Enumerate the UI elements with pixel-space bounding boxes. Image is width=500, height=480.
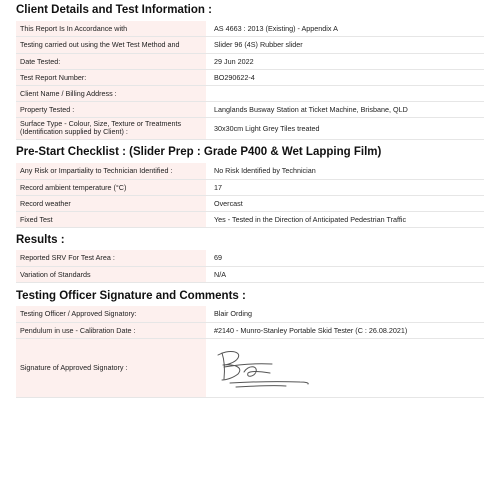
signature-cell	[206, 338, 484, 397]
results-heading: Results :	[16, 234, 65, 246]
row-label: Property Tested :	[16, 101, 206, 117]
row-value: N/A	[206, 266, 484, 282]
table-row	[16, 322, 484, 338]
row-value: Langlands Busway Station at Ticket Machine, Brisbane, QLD	[206, 101, 484, 117]
table-row	[16, 306, 484, 322]
table-row	[16, 163, 484, 179]
results-table	[16, 250, 484, 283]
row-value: Blair Ording	[206, 306, 484, 322]
row-label: Surface Type - Colour, Size, Texture or Treatments (Identification supplied by Client) :	[16, 117, 206, 139]
row-label: Variation of Standards	[16, 266, 206, 282]
table-row	[16, 85, 484, 101]
table-row	[16, 101, 484, 117]
row-label: Reported SRV For Test Area :	[16, 250, 206, 266]
row-value: Yes - Tested in the Direction of Anticipated Pedestrian Traffic	[206, 211, 484, 227]
row-value: No Risk Identified by Technician	[206, 163, 484, 179]
row-value: BO290622-4	[206, 69, 484, 85]
client-details-heading: Client Details and Test Information :	[16, 4, 212, 16]
table-row	[16, 117, 484, 139]
table-row	[16, 266, 484, 282]
row-label: Any Risk or Impartiality to Technician Identified :	[16, 163, 206, 179]
table-row	[16, 211, 484, 227]
row-label: Testing Officer / Approved Signatory:	[16, 306, 206, 322]
table-row	[16, 21, 484, 36]
table-row	[16, 250, 484, 266]
client-details-table	[16, 21, 484, 140]
row-value: Overcast	[206, 195, 484, 211]
pre-start-checklist-heading: Pre-Start Checklist : (Slider Prep : Grade P400 & Wet Lapping Film)	[16, 146, 382, 158]
table-row	[16, 195, 484, 211]
row-label: Client Name / Billing Address :	[16, 85, 206, 101]
table-row	[16, 53, 484, 69]
handwritten-signature	[214, 345, 324, 391]
row-value: 69	[206, 250, 484, 266]
signature-comments-heading: Testing Officer Signature and Comments :	[16, 290, 246, 302]
row-value: #2140 - Munro-Stanley Portable Skid Tester (C : 26.08.2021)	[206, 322, 484, 338]
table-row	[16, 179, 484, 195]
row-value: 17	[206, 179, 484, 195]
row-label: Fixed Test	[16, 211, 206, 227]
table-row	[16, 338, 484, 397]
row-label: Testing carried out using the Wet Test Method and	[16, 36, 206, 53]
row-value: Slider 96 (4S) Rubber slider	[206, 36, 484, 53]
pre-start-checklist-table	[16, 163, 484, 228]
table-row	[16, 69, 484, 85]
row-label: Record weather	[16, 195, 206, 211]
row-label: Pendulum in use - Calibration Date :	[16, 322, 206, 338]
row-value	[206, 85, 484, 101]
row-label: This Report Is In Accordance with	[16, 21, 206, 36]
table-row	[16, 36, 484, 53]
row-value: 29 Jun 2022	[206, 53, 484, 69]
row-value: 30x30cm Light Grey Tiles treated	[206, 117, 484, 139]
row-label: Test Report Number:	[16, 69, 206, 85]
signature-comments-table	[16, 306, 484, 398]
row-value: AS 4663 : 2013 (Existing) - Appendix A	[206, 21, 484, 36]
row-label: Signature of Approved Signatory :	[16, 338, 206, 397]
row-label: Record ambient temperature (°C)	[16, 179, 206, 195]
row-label: Date Tested:	[16, 53, 206, 69]
